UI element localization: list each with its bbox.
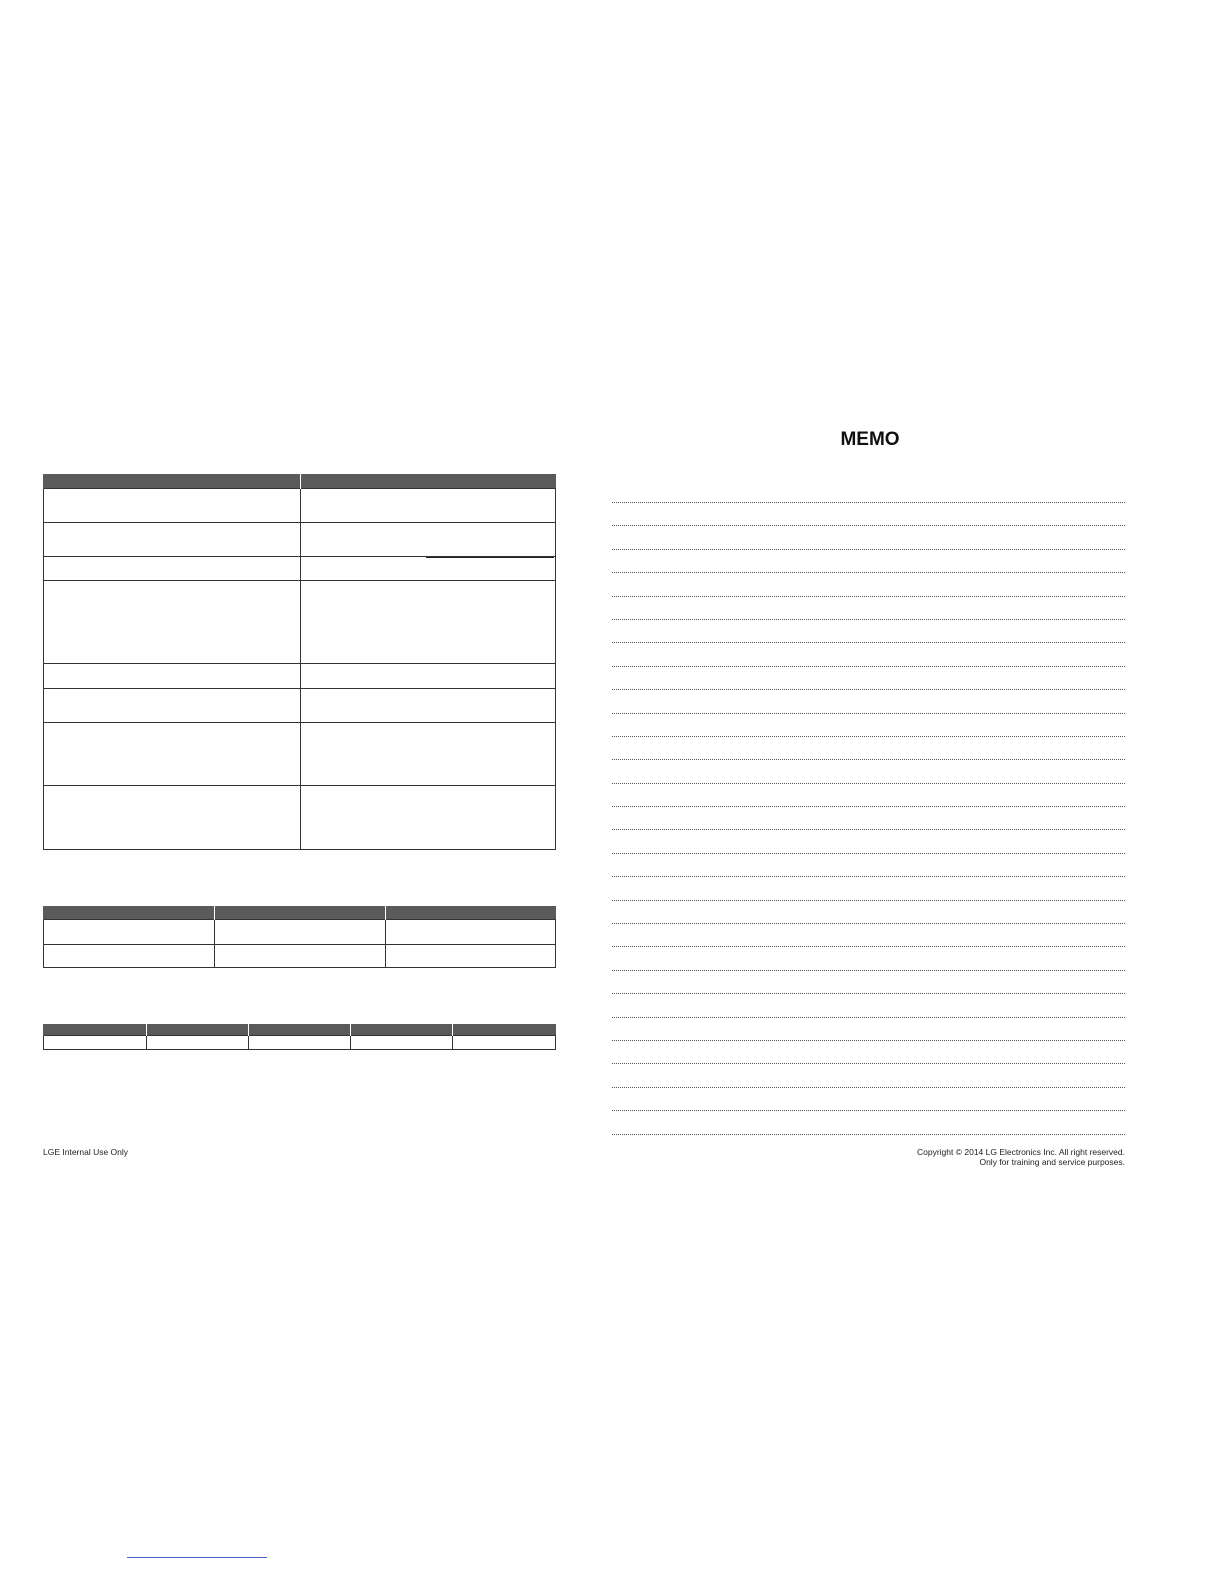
spec-header-cell [301, 474, 556, 489]
memo-line [612, 1110, 1125, 1133]
table-row [44, 945, 556, 968]
table-cell [301, 664, 556, 689]
table-row [44, 1036, 556, 1050]
memo-line [612, 525, 1125, 548]
three-column-table [43, 906, 556, 968]
memo-line [612, 736, 1125, 759]
memo-title: MEMO [840, 429, 900, 450]
memo-line [612, 946, 1125, 969]
table-3-header-cell [249, 1024, 351, 1036]
table-3-header [44, 1024, 556, 1036]
table-2-header-cell [44, 906, 215, 920]
table-row [44, 689, 556, 723]
table-cell [147, 1036, 249, 1050]
table-cell [301, 523, 556, 557]
table-cell [215, 920, 386, 945]
spec-table [43, 474, 556, 850]
memo-line [612, 666, 1125, 689]
table-cell [215, 945, 386, 968]
copyright-text: Copyright © 2014 LG Electronics Inc. All right reserved. [917, 1147, 1125, 1157]
memo-line [612, 829, 1125, 852]
memo-line [612, 806, 1125, 829]
memo-line [612, 759, 1125, 782]
table-cell [44, 689, 301, 723]
table-cell [301, 489, 556, 523]
table-row [44, 664, 556, 689]
table-cell [301, 723, 556, 786]
five-column-table [43, 1024, 556, 1050]
table-cell [44, 1036, 147, 1050]
memo-line [612, 970, 1125, 993]
table-cell [386, 945, 556, 968]
table-cell [453, 1036, 556, 1050]
table-cell [301, 557, 556, 581]
table-cell [249, 1036, 351, 1050]
memo-line [612, 502, 1125, 525]
table-cell [44, 723, 301, 786]
memo-line [612, 549, 1125, 572]
memo-line [612, 876, 1125, 899]
spec-header-cell [44, 474, 301, 489]
table-row [44, 581, 556, 664]
table-2-header-cell [386, 906, 556, 920]
memo-line [612, 923, 1125, 946]
memo-line [612, 1063, 1125, 1086]
table-row [44, 523, 556, 557]
memo-line [612, 619, 1125, 642]
table-cell [301, 689, 556, 723]
memo-line [612, 689, 1125, 712]
table-cell [44, 664, 301, 689]
memo-line [612, 1017, 1125, 1040]
table-cell [44, 523, 301, 557]
table-cell [301, 581, 556, 664]
memo-line [612, 713, 1125, 736]
table-cell [44, 489, 301, 523]
memo-line [612, 1040, 1125, 1063]
table-3-header-cell [453, 1024, 556, 1036]
memo-line [612, 642, 1125, 665]
table-cell [44, 557, 301, 581]
underline-mark [426, 557, 554, 558]
table-row [44, 920, 556, 945]
memo-line [612, 572, 1125, 595]
table-3-header-cell [351, 1024, 453, 1036]
table-cell [301, 786, 556, 850]
table-cell [351, 1036, 453, 1050]
memo-line [612, 783, 1125, 806]
spec-table-header [44, 474, 556, 489]
table-row [44, 786, 556, 850]
table-2-header [44, 906, 556, 920]
table-cell [44, 920, 215, 945]
table-row [44, 489, 556, 523]
table-3-header-cell [44, 1024, 147, 1036]
link-underline[interactable] [127, 1557, 267, 1558]
table-row [44, 723, 556, 786]
footer-internal-use: LGE Internal Use Only [43, 1147, 129, 1157]
memo-line [612, 993, 1125, 1016]
memo-line [612, 1087, 1125, 1110]
memo-line [612, 596, 1125, 619]
table-cell [44, 945, 215, 968]
table-cell [386, 920, 556, 945]
table-2-header-cell [215, 906, 386, 920]
table-cell [44, 786, 301, 850]
footer-copyright-block [917, 1147, 1125, 1167]
memo-line [612, 900, 1125, 923]
memo-lines [612, 502, 1125, 1157]
table-row [44, 557, 556, 581]
table-3-header-cell [147, 1024, 249, 1036]
table-cell [44, 581, 301, 664]
purpose-text: Only for training and service purposes. [979, 1157, 1125, 1167]
memo-line [612, 853, 1125, 876]
